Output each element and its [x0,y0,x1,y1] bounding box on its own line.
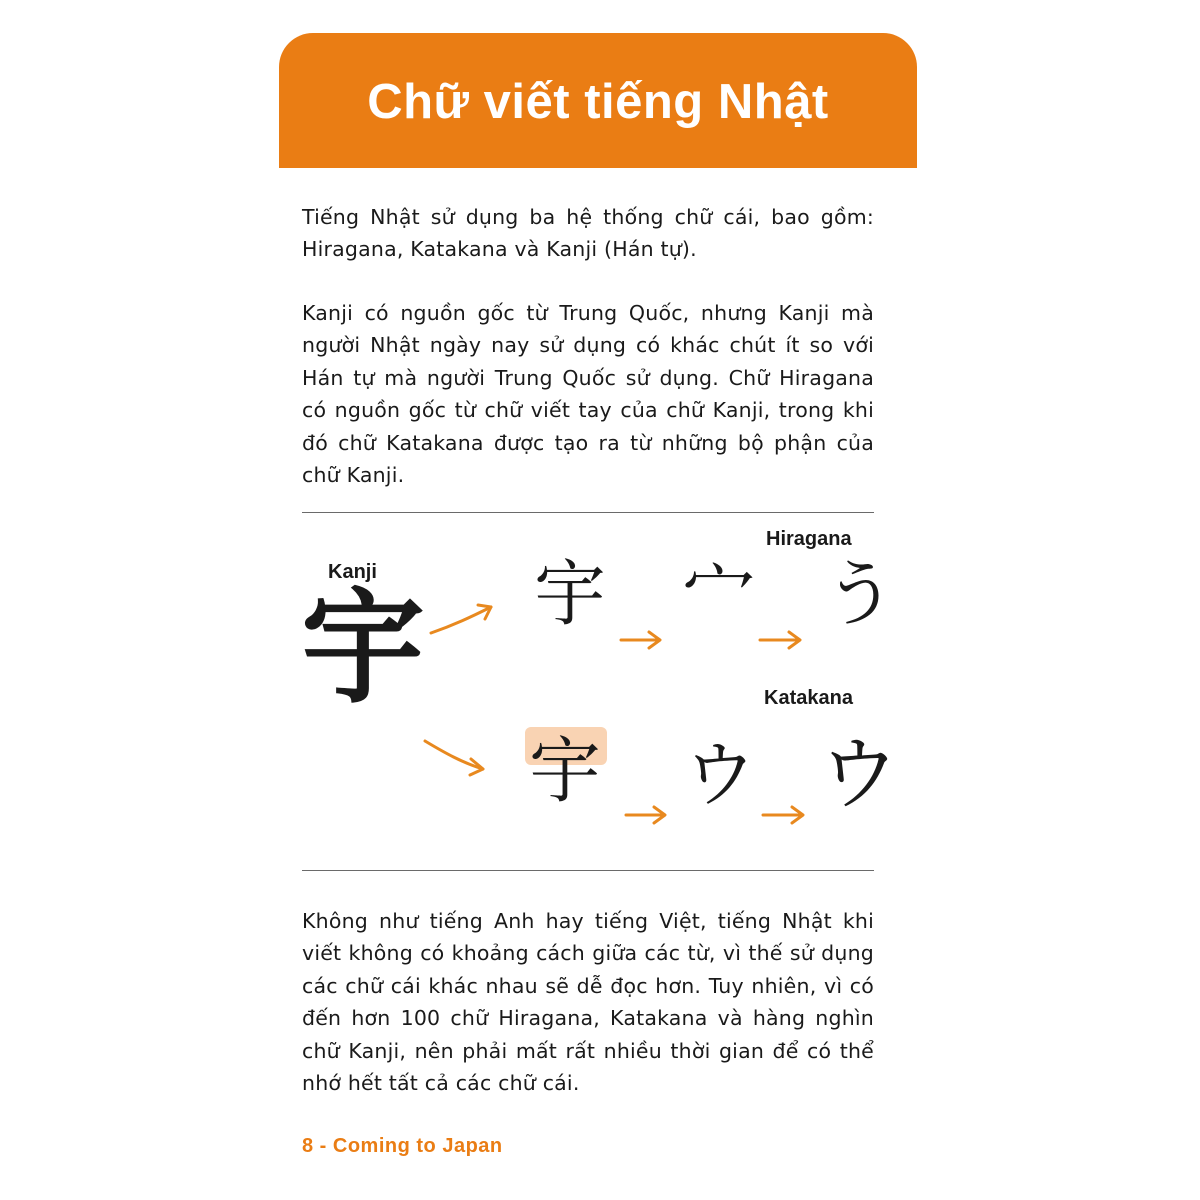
arrow-kanji-to-hiragana [431,607,491,633]
page-footer: 8 - Coming to Japan [302,1135,503,1157]
katakana-step-glyph: 宇 [529,729,602,813]
intro-paragraph: Tiếng Nhật sử dụng ba hệ thống chữ cái, bao gồm: Hiragana, Katakana và Kanji (Hán tự). [302,205,874,262]
katakana-final-glyph: ウ [819,728,899,821]
hiragana-step-glyph: 宇 [534,552,607,636]
katakana-label: Katakana [764,687,853,709]
kanji-label: Kanji [328,561,377,583]
chapter-title: Chữ viết tiếng Nhật [367,74,829,129]
hiragana-step-glyph: 宀 [683,552,756,636]
chapter-header [279,33,917,168]
reading-paragraph: Không như tiếng Anh hay tiếng Việt, tiếng Nhật khi viết không có khoảng cách giữa các từ, vì thế sử dụng các chữ cái khác nhau sẽ dễ đọc hơn. Tuy nhiên, vì có đến hơn 100 chữ Hiragana, Katakana và hàng nghìn chữ Kanji, nên phải mất rất nhiều thời gian để có thể nhớ hết tất cả các chữ cái. [302,909,874,1096]
script-derivation-diagram [279,513,917,869]
arrow-kanji-to-katakana [425,741,483,769]
hiragana-label: Hiragana [766,528,852,550]
book-page [279,33,917,1168]
hiragana-final-glyph: う [824,552,897,636]
bottom-divider [302,870,874,871]
origin-paragraph: Kanji có nguồn gốc từ Trung Quốc, nhưng Kanji mà người Nhật ngày nay sử dụng có khác chút ít so với Hán tự mà người Trung Quốc sử dụng. Chữ Hiragana có nguồn gốc từ chữ viết tay của chữ Kanji, trong khi đó chữ Katakana được tạo ra từ những bộ phận của chữ Kanji. [302,301,874,488]
kanji-source-glyph: 宇 [301,577,426,721]
katakana-step-glyph: ウ [684,733,757,817]
